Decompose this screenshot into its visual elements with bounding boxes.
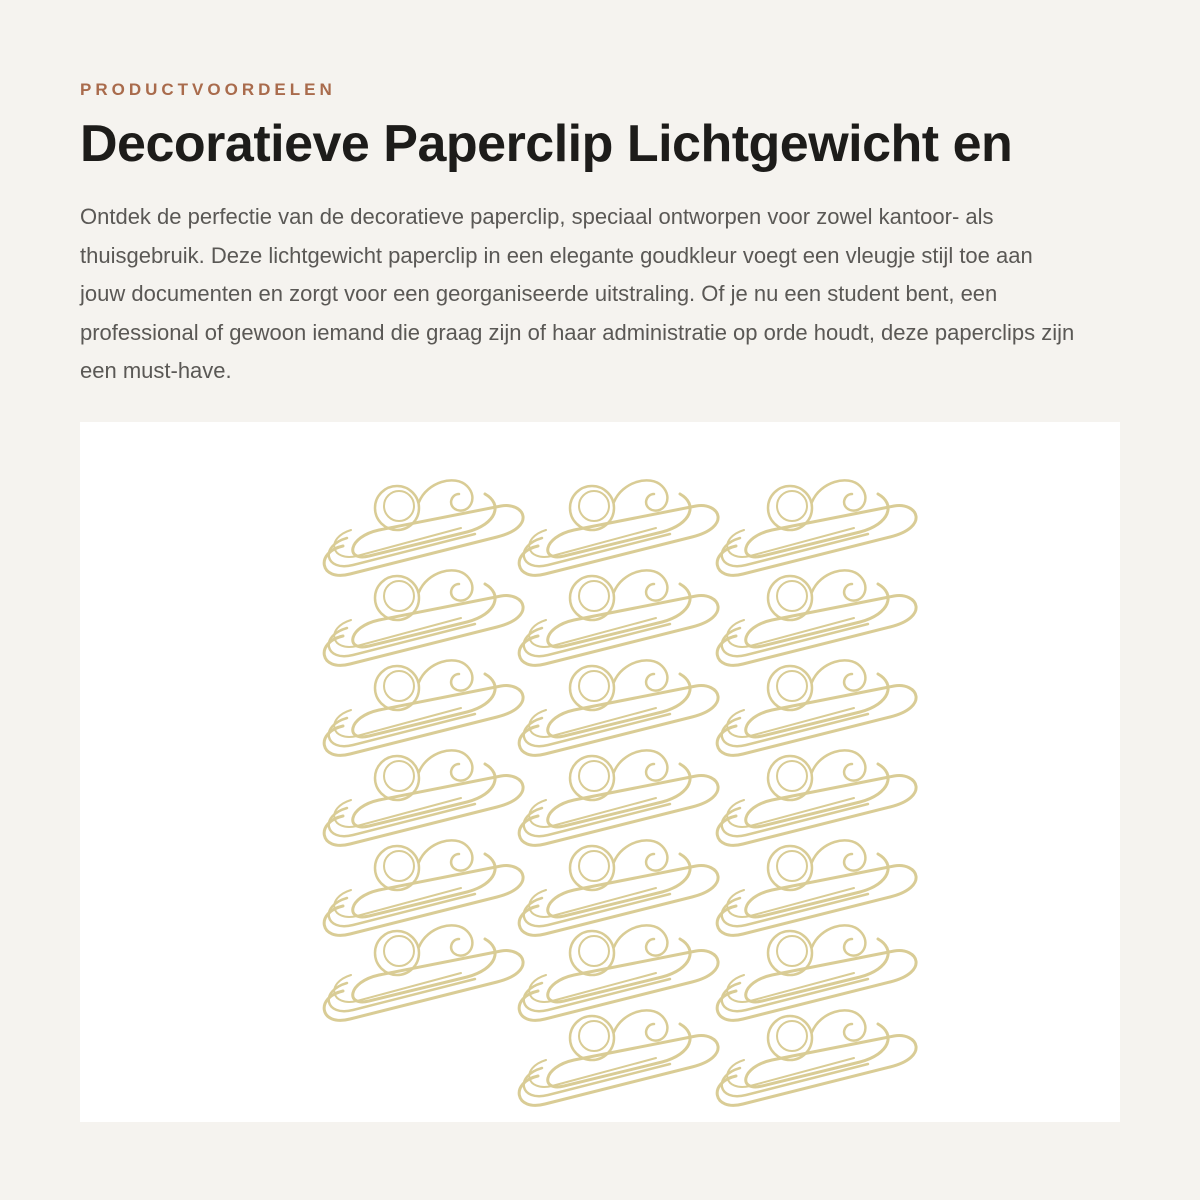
paperclip	[717, 840, 916, 935]
section-title: Decoratieve Paperclip Lichtgewicht en	[80, 115, 1013, 173]
paperclip	[717, 1010, 916, 1105]
paperclip	[324, 570, 523, 665]
section-eyebrow: PRODUCTVOORDELEN	[80, 80, 336, 99]
paperclip	[519, 1010, 718, 1105]
paperclip	[324, 750, 523, 845]
paperclip	[717, 925, 916, 1020]
paperclip	[717, 660, 916, 755]
paperclip	[519, 840, 718, 935]
section-description: Ontdek de perfectie van de decoratieve paperclip, speciaal ontworpen voor zowel kantoor- als thuisgebruik. Deze lichtgewicht paperclip in een elegante goudkleur voegt een vleugje stijl toe aan jouw documenten en zorgt voor een georganiseerde uitstraling. Of je nu een student bent, een professional of gewoon iemand die graag zijn of haar administratie op orde houdt, deze paperclips zijn een must-have.	[80, 204, 1075, 383]
paperclip	[519, 570, 718, 665]
paperclip	[324, 660, 523, 755]
paperclip	[519, 660, 718, 755]
paperclip	[519, 750, 718, 845]
paperclip	[324, 925, 523, 1020]
paperclips-illustration	[80, 422, 1120, 1122]
paperclip	[324, 480, 523, 575]
paperclip	[519, 480, 718, 575]
paperclip	[717, 480, 916, 575]
paperclip	[519, 925, 718, 1020]
paperclip	[717, 570, 916, 665]
product-image	[80, 422, 1120, 1122]
paperclip	[324, 840, 523, 935]
paperclip	[717, 750, 916, 845]
paperclip-grid	[324, 480, 916, 1105]
